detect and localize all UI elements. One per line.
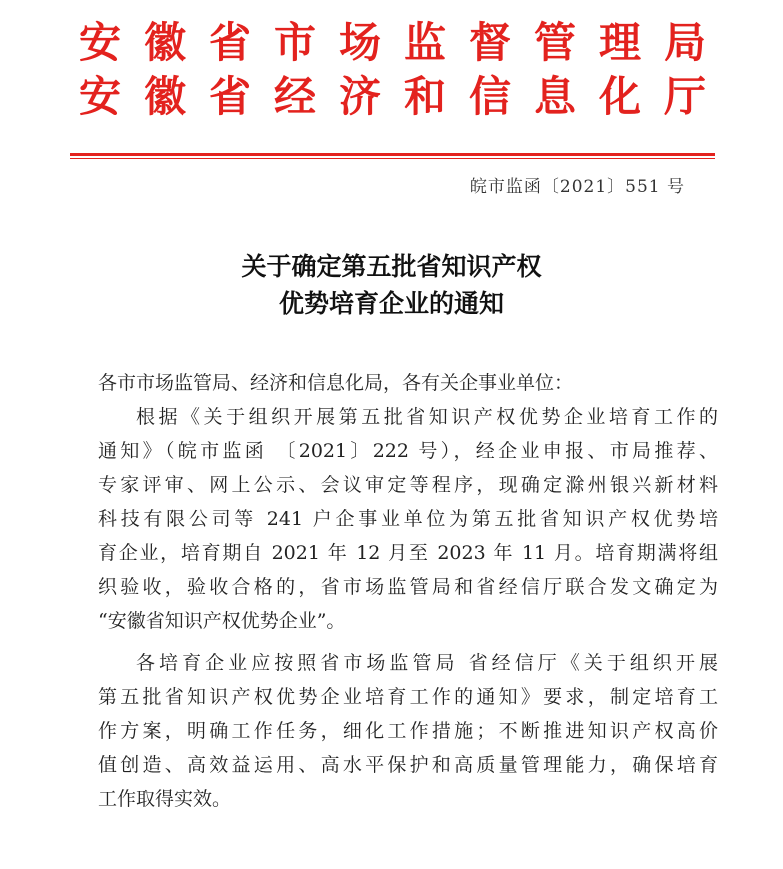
paragraph-line: 专家评审、网上公示、会议审定等程序，现确定滁州银兴新材料 xyxy=(98,474,718,496)
paragraph-gap xyxy=(98,638,718,646)
paragraph-line: 织验收，验收合格的，省市场监管局和省经信厅联合发文确定为 xyxy=(98,576,718,598)
paragraph-line: 科技有限公司等 241 户企事业单位为第五批省知识产权优势培 xyxy=(98,508,718,530)
issuer-char: 徽 xyxy=(143,18,186,67)
issuer-char: 市 xyxy=(273,18,316,67)
paragraph-line: 根据《关于组织开展第五批省知识产权优势企业培育工作的 xyxy=(136,406,718,428)
salutation: 各市市场监管局、经济和信息化局，各有关企事业单位： xyxy=(98,372,574,394)
issuer-char: 理 xyxy=(598,18,641,67)
document-body xyxy=(98,366,718,816)
issuer-char: 信 xyxy=(468,72,511,121)
paragraph-line: 各培育企业应按照省市场监管局 省经信厅《关于组织开展 xyxy=(136,652,718,674)
paragraph-line: 育企业，培育期自 2021 年 12 月至 2023 年 11 月。培育期满将组 xyxy=(98,542,718,564)
paragraph-line: 工作取得实效。 xyxy=(98,788,232,810)
issuer-char: 安 xyxy=(78,18,121,67)
issuer-char: 和 xyxy=(403,72,446,121)
issuer-char: 局 xyxy=(663,18,706,67)
paragraph-line: 通知》（皖市监函 〔2021〕222 号），经企业申报、市局推荐、 xyxy=(98,440,718,462)
issuer-char: 监 xyxy=(403,18,446,67)
issuer-char: 省 xyxy=(208,72,251,121)
paragraph-1 xyxy=(98,400,718,638)
document-number: 皖市监函〔2021〕551 号 xyxy=(469,177,685,197)
issuer-char: 息 xyxy=(533,72,576,121)
paragraph-line: 第五批省知识产权优势企业培育工作的通知》要求，制定培育工 xyxy=(98,686,718,708)
paragraph-line: 作方案，明确工作任务，细化工作措施；不断推进知识产权高价 xyxy=(98,720,718,742)
paragraph-line: “安徽省知识产权优势企业”。 xyxy=(98,610,346,632)
issuer-char: 徽 xyxy=(143,72,186,121)
header-divider-thin xyxy=(70,158,715,159)
paragraph-line: 值创造、高效益运用、高水平保护和高质量管理能力，确保培育 xyxy=(98,754,718,776)
issuer-char: 厅 xyxy=(663,72,706,121)
issuer-char: 安 xyxy=(78,72,121,121)
paragraph-2 xyxy=(98,646,718,816)
issuer-char: 化 xyxy=(598,72,641,121)
title-line-2: 优势培育企业的通知 xyxy=(278,289,504,318)
issuer-char: 场 xyxy=(338,18,381,67)
issuer-char: 经 xyxy=(273,72,316,121)
issuer-char: 济 xyxy=(338,72,381,121)
issuer-char: 管 xyxy=(533,18,576,67)
document-title xyxy=(0,248,783,322)
issuer-line-1 xyxy=(70,16,715,70)
issuer-header xyxy=(70,16,715,124)
header-divider xyxy=(70,153,715,156)
issuer-line-2 xyxy=(70,70,715,124)
issuer-char: 督 xyxy=(468,18,511,67)
issuer-char: 省 xyxy=(208,18,251,67)
title-line-1: 关于确定第五批省知识产权 xyxy=(241,252,542,281)
